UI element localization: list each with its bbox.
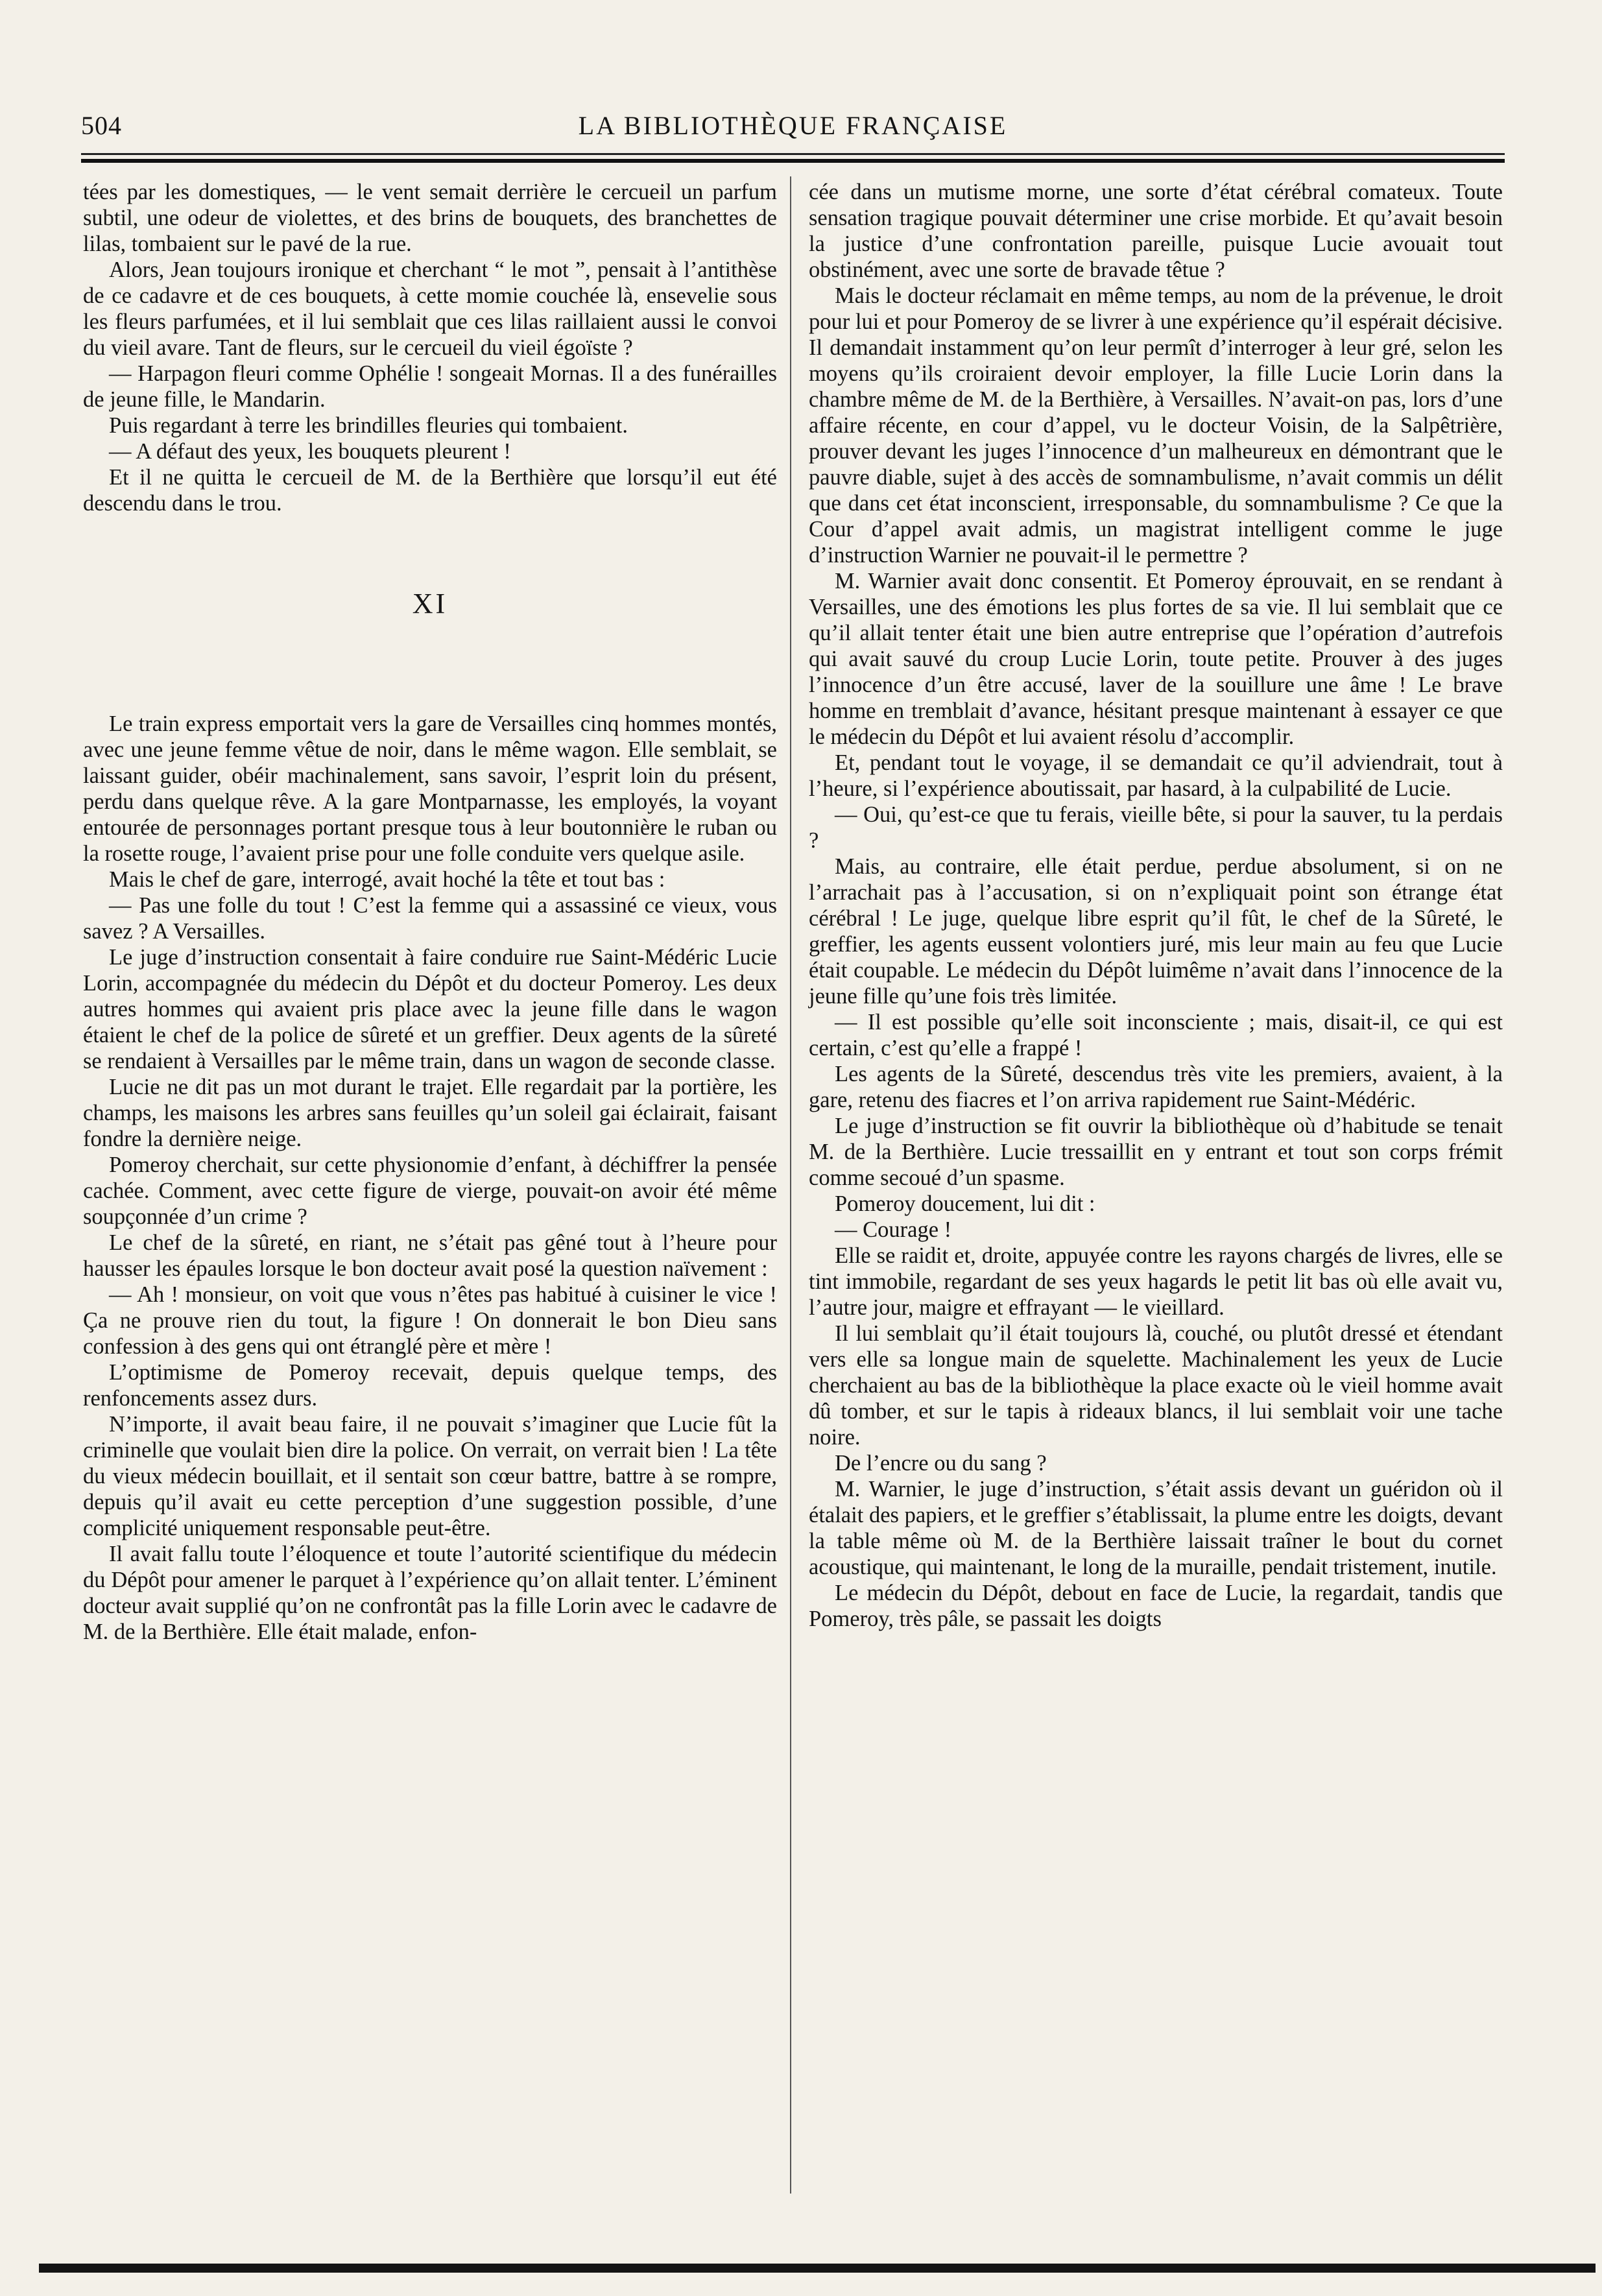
paragraph: Alors, Jean toujours ironique et cherchant “ le mot ”, pensait à l’antithèse de ce cadavre et de ces bouquets, à cette momie couchée là, ensevelie sous les fleurs parfumées, et il lui semblait que ces lilas raillaient aussi le convoi du vieil avare. Tant de fleurs, sur le cercueil du vieil égoïste ?: [83, 257, 777, 360]
paragraph: M. Warnier avait donc consentit. Et Pomeroy éprouvait, en se rendant à Versailles, une des émotions les plus fortes de sa vie. Il lui semblait que ce qu’il allait tenter était une bien autre entreprise que l’opération d’autrefois qui avait sauvé du croup Lucie Lorin, toute petite. Prouver à des juges l’innocence d’un être accusé, laver de la souillure une âme ! Le brave homme en tremblait d’avance, hésitant presque maintenant à essayer ce que le médecin du Dépôt et lui avaient résolu d’accomplir.: [809, 569, 1503, 749]
paragraph: M. Warnier, le juge d’instruction, s’était assis devant un guéridon où il étalait des papiers, et le greffier s’établissait, la plume entre les doigts, devant la table même où M. de la Berthière laissait traîner le bout du cornet acoustique, qui maintenant, le long de la muraille, pendait tristement, inutile.: [809, 1477, 1503, 1579]
header-rule-thick: [81, 159, 1505, 163]
paragraph: N’importe, il avait beau faire, il ne pouvait s’imaginer que Lucie fût la criminelle que voulait bien dire la police. On verrait, on verrait bien ! La tête du vieux médecin bouillait, et il sentait son cœur battre, battre à se rompre, depuis qu’il avait eu cette perception d’une suggestion possible, d’une complicité uniquement responsable peut-être.: [83, 1412, 777, 1540]
paragraph: — Ah ! monsieur, on voit que vous n’êtes pas habitué à cuisiner le vice ! Ça ne prouve rien du tout, la figure ! On donnerait le bon Dieu sans confession à des gens qui ont étranglé père et mère !: [83, 1282, 777, 1359]
paragraph: Pomeroy cherchait, sur cette physionomie d’enfant, à déchiffrer la pensée cachée. Comment, avec cette figure de vierge, pouvait-on avoir été même soupçonnée d’un crime ?: [83, 1153, 777, 1229]
paragraph: — Il est possible qu’elle soit inconsciente ; mais, disait-il, ce qui est certain, c’est qu’elle a frappé !: [809, 1010, 1503, 1060]
page-header: [81, 110, 1505, 156]
chapter-heading: XI: [412, 588, 448, 619]
bottom-rule: [39, 2264, 1596, 2273]
paragraph: Puis regardant à terre les brindilles fleuries qui tombaient.: [109, 413, 628, 438]
paragraph: Le chef de la sûreté, en riant, ne s’était pas gêné tout à l’heure pour hausser les épaules lorsque le bon docteur avait posé la question naïvement :: [83, 1230, 777, 1281]
paragraph: Lucie ne dit pas un mot durant le trajet. Elle regardait par la portière, les champs, les maisons les arbres sans feuilles qu’un soleil gai éclairait, faisant fondre la dernière neige.: [83, 1075, 777, 1151]
paragraph: — Oui, qu’est-ce que tu ferais, vieille bête, si pour la sauver, tu la perdais ?: [809, 802, 1503, 853]
paragraph: Il avait fallu toute l’éloquence et toute l’autorité scientifique du médecin du Dépôt pour amener le parquet à l’expérience qu’on allait tenter. L’éminent docteur avait supplié qu’on ne confrontât pas la fille Lorin avec le cadavre de M. de la Berthière. Elle était malade, enfon-: [83, 1542, 777, 1644]
column-divider: [790, 176, 791, 2194]
page-number: 504: [81, 111, 122, 140]
paragraph: Elle se raidit et, droite, appuyée contre les rayons chargés de livres, elle se tint immobile, regardant de ses yeux hagards le petit lit bas où elle avait vu, l’autre jour, maigre et effrayant — le vieillard.: [809, 1243, 1503, 1320]
paragraph: Pomeroy doucement, lui dit :: [835, 1191, 1095, 1216]
paragraph: Il lui semblait qu’il était toujours là, couché, ou plutôt dressé et étendant vers elle sa longue main de squelette. Machinalement les yeux de Lucie cherchaient au bas de la bibliothèque la place exacte où le vieil homme avait dû tomber, et sur le tapis à rideaux blancs, il lui semblait voir une tache noire.: [809, 1321, 1503, 1450]
right-column: [809, 179, 1503, 1632]
paragraph: L’optimisme de Pomeroy recevait, depuis quelque temps, des renfoncements assez durs.: [83, 1360, 777, 1411]
paragraph: Et il ne quitta le cercueil de M. de la Berthière que lorsqu’il eut été descendu dans le trou.: [83, 465, 777, 516]
paragraph: Le train express emportait vers la gare de Versailles cinq hommes montés, avec une jeune femme vêtue de noir, dans le même wagon. Elle semblait, se laissant guider, obéir machinalement, sans savoir, l’esprit loin du présent, perdu dans quelque rêve. A la gare Montparnasse, les employés, la voyant entourée de personnages portant presque tous à leur boutonnière le ruban ou la rosette rouge, l’avaient prise pour une folle conduite vers quelque asile.: [83, 712, 777, 866]
paragraph: — Courage !: [835, 1217, 952, 1242]
paragraph: Mais le chef de gare, interrogé, avait hoché la tête et tout bas :: [109, 867, 665, 892]
paragraph: Les agents de la Sûreté, descendus très vite les premiers, avaient, à la gare, retenu des fiacres et l’on arriva rapidement rue Saint-Médéric.: [809, 1062, 1503, 1112]
paragraph: Le juge d’instruction consentait à faire conduire rue Saint-Médéric Lucie Lorin, accompagnée du médecin du Dépôt et du docteur Pomeroy. Les deux autres hommes qui avaient pris place avec la jeune fille dans le wagon étaient le chef de la police de sûreté et un greffier. Deux agents de la sûreté se rendaient à Versailles par le même train, dans un wagon de seconde classe.: [83, 945, 777, 1073]
paragraph: — Pas une folle du tout ! C’est la femme qui a assassiné ce vieux, vous savez ? A Versailles.: [83, 893, 777, 944]
header-rule-thin: [81, 153, 1505, 155]
paragraph: Le médecin du Dépôt, debout en face de Lucie, la regardait, tandis que Pomeroy, très pâle, se passait les doigts: [809, 1581, 1503, 1631]
paragraph: tées par les domestiques, — le vent semait derrière le cercueil un parfum subtil, une odeur de violettes, et des brins de bouquets, des branchettes de lilas, tombaient sur le pavé de la rue.: [83, 180, 777, 256]
left-column: [83, 179, 777, 1645]
paragraph: — Harpagon fleuri comme Ophélie ! songeait Mornas. Il a des funérailles de jeune fille, le Mandarin.: [83, 361, 777, 412]
paragraph: Mais, au contraire, elle était perdue, perdue absolument, si on ne l’arrachait pas à l’accusation, si on n’expliquait point son étrange état cérébral ! Le juge, quelque libre esprit qu’il fût, le chef de la Sûreté, le greffier, les agents eussent volontiers juré, mis leur main au feu que Lucie était coupable. Le médecin du Dépôt luimême n’avait dans l’innocence de la jeune fille qu’une fois très limitée.: [809, 854, 1503, 1009]
paragraph: Et, pendant tout le voyage, il se demandait ce qu’il adviendrait, tout à l’heure, si l’expérience aboutissait, par hasard, à la culpabilité de Lucie.: [809, 750, 1503, 801]
paragraph: De l’encre ou du sang ?: [835, 1451, 1047, 1476]
running-title: LA BIBLIOTHÈQUE FRANÇAISE: [578, 111, 1008, 140]
paragraph: cée dans un mutisme morne, une sorte d’état cérébral comateux. Toute sensation tragique pouvait déterminer une crise morbide. Et qu’avait besoin la justice d’une confrontation pareille, puisque Lucie avouait tout obstinément, avec une sorte de bravade têtue ?: [809, 180, 1503, 282]
paragraph: — A défaut des yeux, les bouquets pleurent !: [109, 439, 511, 464]
paragraph: Le juge d’instruction se fit ouvrir la bibliothèque où d’habitude se tenait M. de la Berthière. Lucie tressaillit en y entrant et tout son corps frémit comme secoué d’un spasme.: [809, 1114, 1503, 1190]
paragraph: Mais le docteur réclamait en même temps, au nom de la prévenue, le droit pour lui et pour Pomeroy de se livrer à une expérience qu’il espérait décisive. Il demandait instamment qu’on leur permît d’interroger à leur gré, selon les moyens qu’ils croiraient devoir employer, la fille Lucie Lorin dans la chambre même de M. de la Berthière, à Versailles. N’avait-on pas, lors d’une affaire récente, en cour d’appel, vu le docteur Voisin, de la Salpêtrière, prouver devant les juges l’innocence d’un malheureux en démontrant que le pauvre diable, sujet à des accès de somnambulisme, n’avait commis un délit que dans cet état inconscient, irresponsable, du somnambulisme ? Ce que la Cour d’appel avait admis, un magistrat intelligent comme le juge d’instruction Warnier ne pouvait-il le permettre ?: [809, 283, 1503, 568]
